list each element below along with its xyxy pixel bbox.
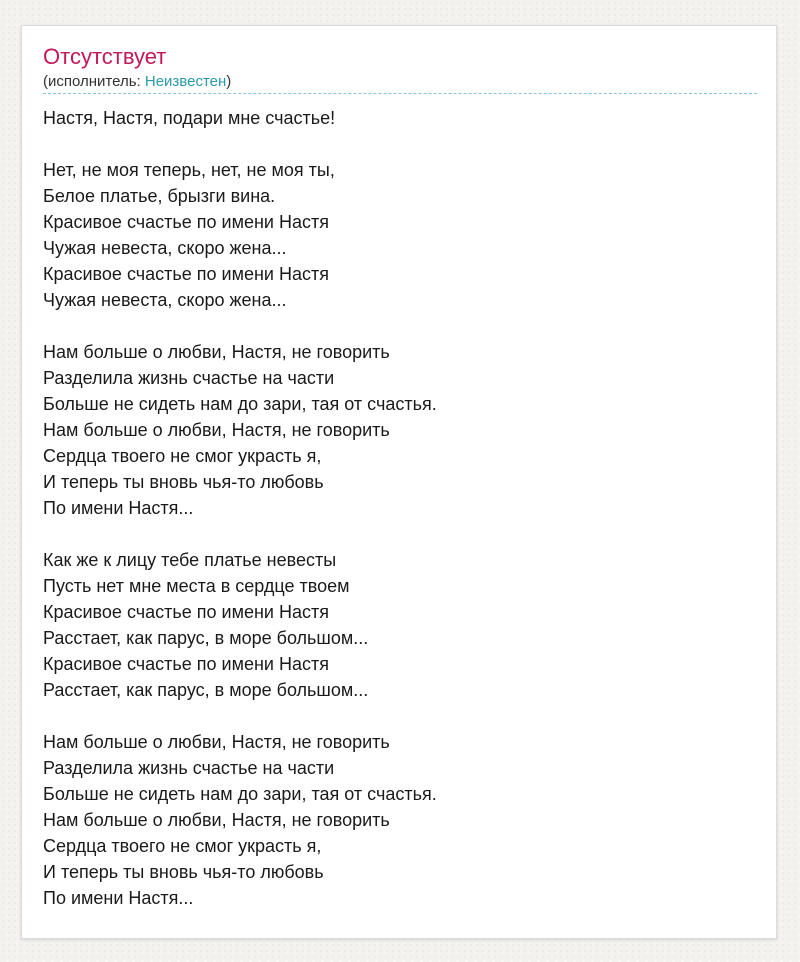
- lyric-line: Нам больше о любви, Настя, не говорить: [43, 342, 390, 362]
- artist-line: [43, 73, 231, 91]
- lyric-line: Больше не сидеть нам до зари, тая от счастья.: [43, 394, 437, 414]
- lyric-line: Красивое счастье по имени Настя: [43, 264, 329, 284]
- artist-suffix: ): [226, 73, 232, 90]
- lyric-line: И теперь ты вновь чья-то любовь: [43, 472, 324, 492]
- lyric-line: По имени Настя...: [43, 498, 194, 518]
- title-divider: [43, 93, 757, 94]
- lyric-line: Пусть нет мне места в сердце твоем: [43, 576, 350, 596]
- artist-prefix: (исполнитель:: [43, 73, 145, 90]
- lyric-line: Разделила жизнь счастье на части: [43, 758, 335, 778]
- lyric-line: Нет, не моя теперь, нет, не моя ты,: [43, 160, 335, 180]
- stanza-gap: [43, 703, 758, 729]
- lyric-line: Красивое счастье по имени Настя: [43, 654, 329, 674]
- lyric-line: Сердца твоего не смог украсть я,: [43, 446, 322, 466]
- lyrics-card: [21, 25, 777, 939]
- lyric-line: Чужая невеста, скоро жена...: [43, 290, 287, 310]
- lyric-line: Красивое счастье по имени Настя: [43, 602, 329, 622]
- lyric-line: Чужая невеста, скоро жена...: [43, 238, 287, 258]
- stanza-gap: [43, 521, 758, 547]
- song-title: Отсутствует: [43, 44, 167, 69]
- lyric-line: Расстает, как парус, в море большом...: [43, 680, 369, 700]
- lyric-line: Настя, Настя, подари мне счастье!: [43, 108, 336, 128]
- lyric-line: Нам больше о любви, Настя, не говорить: [43, 420, 390, 440]
- lyric-line: Разделила жизнь счастье на части: [43, 368, 335, 388]
- lyric-line: Нам больше о любви, Настя, не говорить: [43, 732, 390, 752]
- lyric-line: По имени Настя...: [43, 888, 194, 908]
- lyric-line: Красивое счастье по имени Настя: [43, 212, 329, 232]
- lyric-line: Расстает, как парус, в море большом...: [43, 628, 369, 648]
- lyric-line: Как же к лицу тебе платье невесты: [43, 550, 337, 570]
- lyrics-text: [43, 105, 758, 911]
- lyric-line: Белое платье, брызги вина.: [43, 186, 276, 206]
- lyric-line: И теперь ты вновь чья-то любовь: [43, 862, 324, 882]
- stanza-gap: [43, 313, 758, 339]
- lyric-line: Сердца твоего не смог украсть я,: [43, 836, 322, 856]
- stanza-gap: [43, 131, 758, 157]
- lyric-line: Нам больше о любви, Настя, не говорить: [43, 810, 390, 830]
- artist-link[interactable]: Неизвестен: [144, 73, 227, 90]
- lyric-line: Больше не сидеть нам до зари, тая от счастья.: [43, 784, 437, 804]
